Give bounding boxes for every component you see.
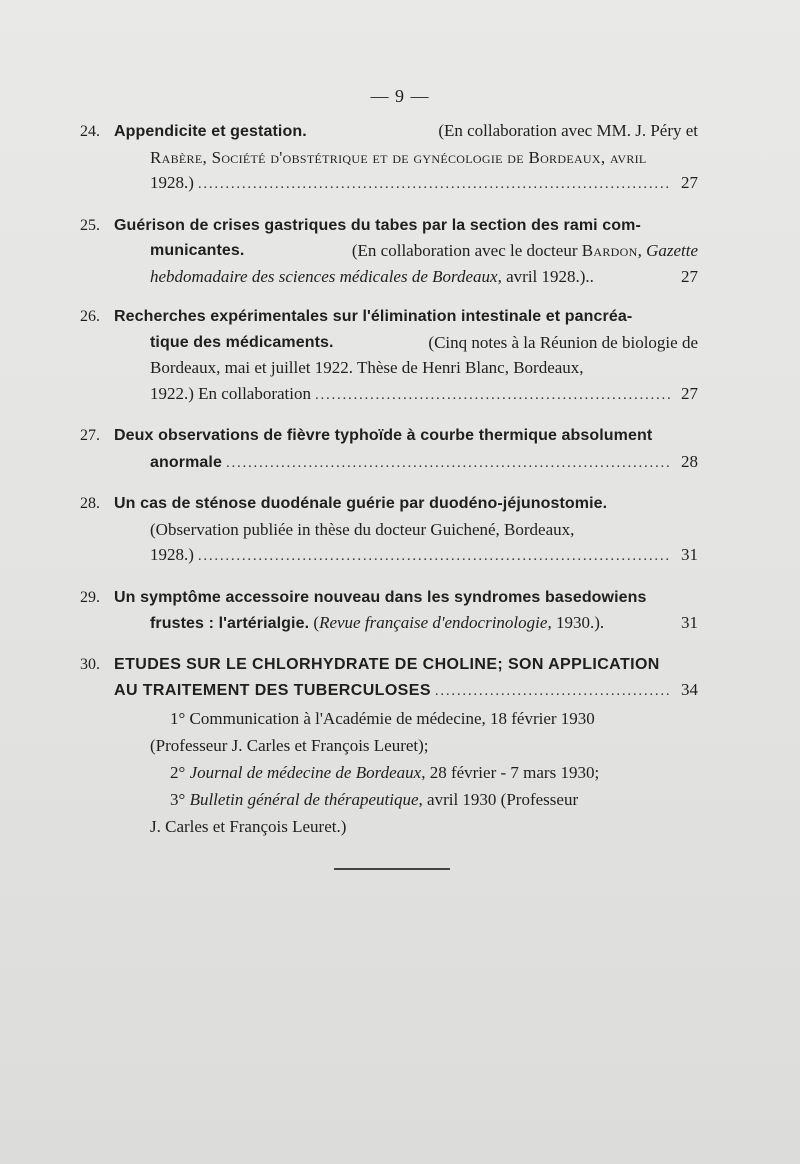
entry-note: , avril 1928.).. — [497, 266, 594, 286]
entry-note: (En collaboration avec le docteur — [351, 241, 578, 260]
sub-item-2 — [80, 759, 698, 786]
page-reference: 28 — [681, 451, 698, 471]
journal-title: Revue française d'endocrinologie — [319, 613, 548, 632]
entry-note: , avril 1930 (Professeur — [418, 789, 579, 809]
section-divider — [334, 868, 450, 870]
entry-title: municantes. — [150, 242, 245, 259]
entry-title: AU TRAITEMENT DES TUBERCULOSES — [114, 682, 431, 699]
entry-note: (Observation publiée in thèse du docteur Guichené, Bordeaux, — [150, 519, 575, 539]
page-number: — 9 — — [370, 86, 430, 106]
entry-title: ETUDES SUR LE CHLORHYDRATE DE CHOLINE; SON APPLICATION — [114, 655, 660, 673]
entry-title: Recherches expérimentales sur l'élimination intestinale et pancréa- — [114, 308, 633, 325]
entry-note: , 1930.). — [547, 613, 605, 632]
entry-number: 26. — [80, 308, 100, 325]
entry-24 — [80, 118, 698, 198]
dot-leader — [315, 383, 670, 409]
bibliography-list — [80, 118, 698, 854]
entry-number: 28. — [80, 495, 100, 512]
sub-item-3 — [80, 786, 698, 813]
entry-note: Rabère, Société d'obstétrique et de gynécologie de Bordeaux, avril — [150, 147, 647, 167]
entry-title: Un symptôme accessoire nouveau dans les syndromes basedowiens — [114, 588, 647, 606]
entry-note: , Gazette — [637, 241, 698, 260]
entry-title: tique des médicaments. — [150, 333, 334, 351]
page-reference: 31 — [681, 545, 698, 564]
entry-30 — [80, 651, 698, 840]
page-reference: 27 — [681, 383, 698, 403]
sub-item-1: 1° Communication à l'Académie de médecine, 18 février 1930 — [170, 708, 595, 728]
entry-note: , 28 février - 7 mars 1930; — [421, 762, 600, 782]
entry-title: Guérison de crises gastriques du tabes par la section des rami com- — [114, 216, 641, 234]
entry-27 — [80, 422, 698, 476]
entry-title: Deux observations de fièvre typhoïde à courbe thermique absolument — [114, 427, 653, 444]
dot-leader — [198, 172, 670, 198]
page-reference: 27 — [681, 173, 698, 192]
sub-item-number: 2° — [170, 762, 186, 782]
entry-number: 30. — [80, 655, 100, 673]
entry-note: 1928.) — [150, 173, 194, 192]
page-reference: 34 — [681, 680, 698, 699]
journal-title: Bulletin général de thérapeutique — [189, 789, 419, 809]
dot-leader — [198, 544, 670, 570]
entry-note: ( — [313, 613, 320, 632]
dot-leader — [435, 679, 670, 705]
journal-title: hebdomadaire des sciences médicales de Bordeaux — [150, 266, 498, 286]
entry-28 — [80, 490, 698, 570]
dot-leader — [226, 451, 670, 477]
page-reference: 27 — [681, 266, 698, 286]
journal-title: Journal de médecine de Bordeaux — [189, 762, 422, 782]
entry-title: frustes : l'artérialgie. — [150, 615, 310, 632]
entry-note: (Cinq notes à la Réunion de biologie de — [428, 332, 698, 352]
entry-title: Un cas de sténose duodénale guérie par duodéno-jéjunostomie. — [114, 495, 608, 512]
entry-26 — [80, 303, 698, 408]
entry-note: Bordeaux, mai et juillet 1922. Thèse de Henri Blanc, Bordeaux, — [150, 358, 584, 377]
page-reference: 31 — [681, 613, 698, 632]
entry-number: 29. — [80, 588, 100, 606]
entry-number: 24. — [80, 123, 100, 140]
entry-title: Appendicite et gestation. — [114, 123, 307, 140]
sub-item-1-authors: (Professeur J. Carles et François Leuret); — [150, 735, 429, 755]
entry-29 — [80, 584, 698, 637]
author-name: Bardon — [581, 241, 638, 260]
entry-25 — [80, 212, 698, 290]
entry-note: (En collaboration avec MM. J. Péry et — [438, 121, 698, 140]
entry-number: 27. — [80, 427, 100, 444]
sub-item-number: 3° — [170, 789, 186, 809]
entry-number: 25. — [80, 216, 100, 234]
entry-title: anormale — [150, 453, 222, 471]
entry-note: 1928.) — [150, 545, 194, 564]
entry-note: 1922.) En collaboration — [150, 383, 311, 403]
sub-item-3-authors: J. Carles et François Leuret.) — [150, 816, 347, 836]
